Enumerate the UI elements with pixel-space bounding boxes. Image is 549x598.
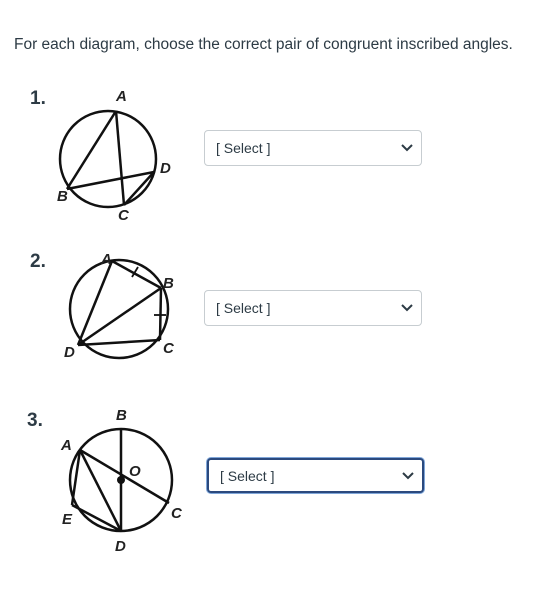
diagram-3-label-a: A xyxy=(61,437,72,454)
diagram-2 xyxy=(40,245,180,365)
answer-select-3[interactable] xyxy=(207,458,424,493)
answer-select-2[interactable] xyxy=(204,290,422,326)
diagram-3-label-o: O xyxy=(129,463,141,480)
answer-select-1[interactable] xyxy=(204,130,422,166)
chevron-down-icon xyxy=(401,144,413,152)
chevron-down-icon xyxy=(402,472,414,480)
diagram-1 xyxy=(40,80,180,225)
diagram-1-label-d: D xyxy=(160,160,171,177)
chevron-down-icon xyxy=(401,304,413,312)
diagram-3-label-c: C xyxy=(171,505,182,522)
diagram-3-label-b: B xyxy=(116,407,127,424)
diagram-1-label-c: C xyxy=(118,207,129,224)
diagram-1-label-b: B xyxy=(57,188,68,205)
question-number-1: 1. xyxy=(30,88,46,109)
diagram-3-label-d: D xyxy=(115,538,126,555)
diagram-2-label-c: C xyxy=(163,340,174,357)
diagram-2-label-a: A xyxy=(101,251,112,268)
question-prompt: For each diagram, choose the correct pair of congruent inscribed angles. xyxy=(14,36,513,53)
diagram-2-label-d: D xyxy=(64,344,75,361)
question-number-2: 2. xyxy=(30,251,46,272)
diagram-3 xyxy=(40,400,190,560)
diagram-3-label-e: E xyxy=(62,511,73,528)
answer-select-1-value: [ Select ] xyxy=(216,140,271,156)
diagram-1-label-a: A xyxy=(116,88,127,105)
answer-select-2-value: [ Select ] xyxy=(216,300,271,316)
answer-select-3-value: [ Select ] xyxy=(220,467,275,484)
question-number-3: 3. xyxy=(27,410,43,431)
diagram-2-label-b: B xyxy=(163,275,174,292)
